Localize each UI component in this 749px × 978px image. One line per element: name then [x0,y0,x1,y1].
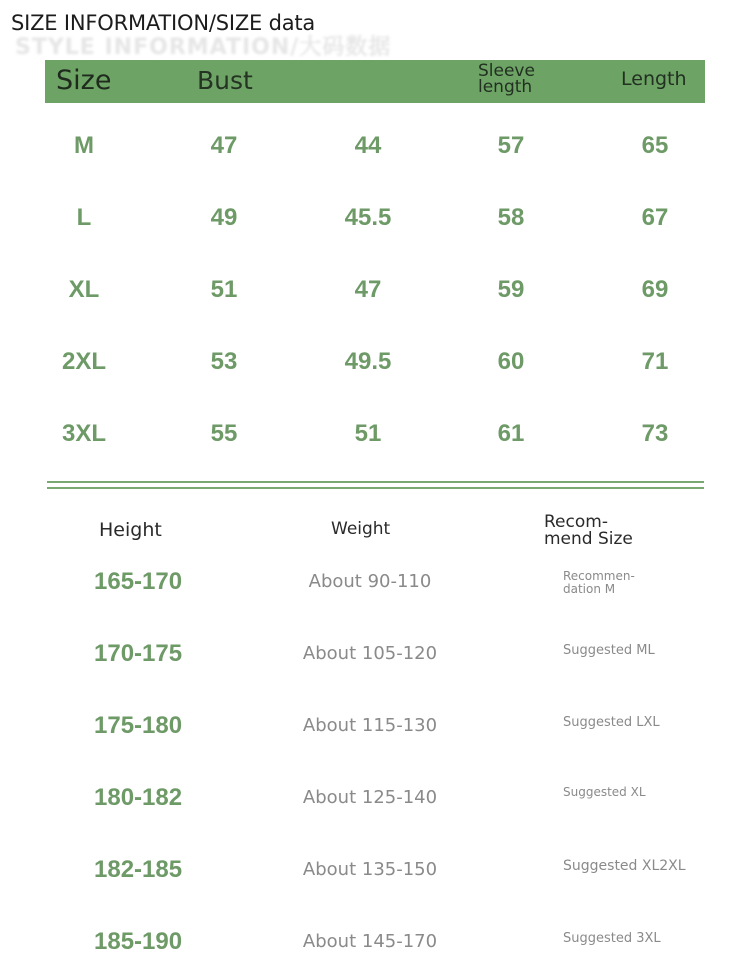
cell-length: 69 [641,276,669,303]
table-row [45,256,705,328]
cell-size: M [74,132,94,159]
cell-size: 3XL [61,420,106,447]
header-height: Height [99,519,162,541]
cell-size: L [76,204,92,231]
size-table-header [45,60,705,103]
cell-recommend: Suggested ML [563,643,655,658]
cell-height: 165-170 [94,568,183,595]
table-row [0,834,749,906]
header-bust: Bust [197,66,253,95]
header-size: Size [56,65,112,96]
table-row [0,906,749,978]
cell-sleeve: 61 [497,420,525,447]
cell-sleeve: 60 [497,348,525,375]
cell-bust: 49 [210,204,238,231]
cell-height: 170-175 [94,640,183,667]
header-sleeve-text: Sleeve length [478,61,535,97]
cell-sleeve: 58 [497,204,525,231]
table-row [0,618,749,690]
cell-bust: 53 [210,348,238,375]
header-length: Length [621,68,687,90]
table-row [0,546,749,618]
table-row [45,328,705,400]
divider-top [47,481,704,483]
cell-size: 2XL [61,348,106,375]
header-recommend-text: Recom-mend Size [544,512,633,549]
cell-size: XL [68,276,100,303]
cell-col3: 44 [354,132,382,159]
cell-height: 185-190 [94,928,183,955]
header-recommend-size [544,514,644,548]
cell-recommend: Suggested 3XL [563,931,661,946]
header-sleeve-length [478,63,548,95]
cell-bust: 47 [210,132,238,159]
cell-col3: 45.5 [344,204,392,231]
cell-col3: 51 [354,420,382,447]
table-row [45,400,705,472]
cell-height: 182-185 [94,856,183,883]
cell-weight: About 90-110 [308,571,432,592]
cell-recommend [563,570,635,596]
cell-weight: About 115-130 [302,715,438,736]
cell-weight: About 125-140 [302,787,438,808]
cell-recommend: Suggested LXL [563,715,660,730]
table-row [0,690,749,762]
cell-recommend: Suggested XL2XL [563,858,686,874]
cell-length: 67 [641,204,669,231]
cell-sleeve: 57 [497,132,525,159]
header-weight: Weight [331,519,391,539]
cell-height: 175-180 [94,712,183,739]
page-title: SIZE INFORMATION/SIZE data [11,11,316,35]
cell-weight: About 105-120 [302,643,438,664]
cell-bust: 51 [210,276,238,303]
cell-col3: 49.5 [344,348,392,375]
cell-height: 180-182 [94,784,183,811]
divider-bottom [47,487,704,489]
cell-bust: 55 [210,420,238,447]
cell-recommend-text: Recommen-dation M [563,569,635,596]
cell-sleeve: 59 [497,276,525,303]
cell-length: 73 [641,420,669,447]
table-row [0,762,749,834]
size-table [45,112,705,472]
cell-recommend: Suggested XL [563,785,646,799]
cell-weight: About 135-150 [302,859,438,880]
cell-weight: About 145-170 [302,931,438,952]
cell-col3: 47 [354,276,382,303]
recommend-table [0,546,749,978]
table-row [45,184,705,256]
table-row [45,112,705,184]
page-title-ghost: STYLE INFORMATION/大码数据 [15,35,392,60]
cell-length: 71 [641,348,669,375]
cell-length: 65 [641,132,669,159]
